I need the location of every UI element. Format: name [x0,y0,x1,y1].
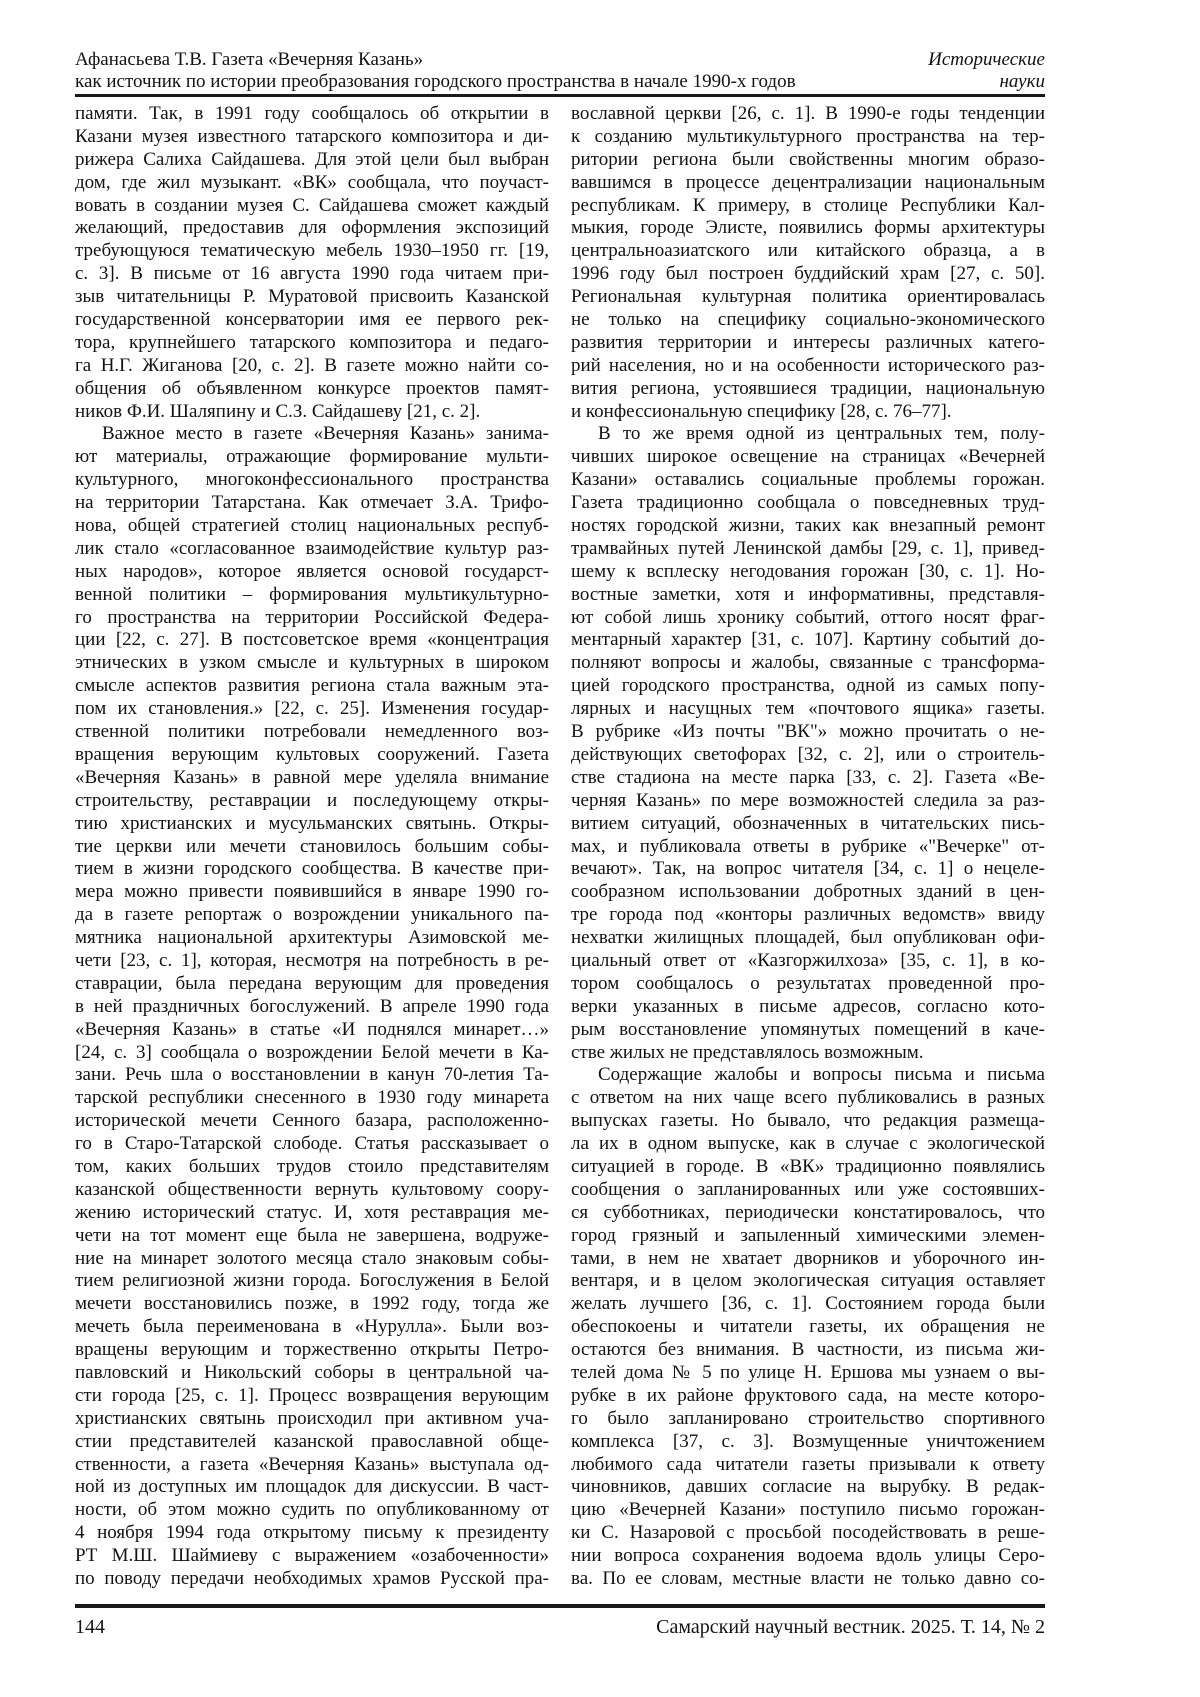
text-line: РТ М.Ш. Шаймиеву с выражением «озабоченности» [75,1545,549,1567]
text-line: республикам. К примеру, в столице Республики Кал- [571,194,1045,216]
text-line: исторической мечети Сенного базара, расположенно- [75,1110,549,1132]
text-line: ности, об этом можно судить по опубликованному от [75,1499,549,1521]
text-line: желать лучшего [36, с. 1]. Состоянием города были [571,1293,1045,1315]
text-line: мечети восстановились позже, в 1992 году, тогда же [75,1293,549,1315]
text-line: Важное место в газете «Вечерняя Казань» занима- [102,423,549,445]
text-line: венной политики – формирования мультикультурно- [75,583,549,605]
section-label-line2: науки [999,71,1045,92]
text-line: на территории Татарстана. Как отмечает З.А. Трифо- [75,492,549,514]
text-line: нехватки жилищных площадей, был опубликован офи- [571,927,1045,949]
running-title-line1: Афанасьева Т.В. Газета «Вечерняя Казань» [75,49,424,70]
text-line: выпусках газеты. Но бывало, что редакция размеща- [571,1110,1045,1132]
text-line: комплекса [37, с. 3]. Возмущенные уничтожением [571,1430,1045,1452]
text-line: вовать в создании музея С. Сайдашева сможет каждый [75,194,549,216]
text-line: «Вечерняя Казань» в равной мере уделяла внимание [75,766,549,788]
text-line: тора, крупнейшего татарского композитора и педаго- [75,331,549,353]
text-line: вращены верующим и торжественно открыты Петро- [75,1339,549,1361]
text-line: Региональная культурная политика ориентировалась [571,286,1045,308]
text-line: тором сообщалось о результатах проведенной про- [571,972,1045,994]
text-line: цию «Вечерней Казани» поступило письмо горожан- [571,1499,1045,1521]
text-line: с. 3]. В письме от 16 августа 1990 года читаем при- [75,263,549,285]
text-line: 1996 году был построен буддийский храм [27, с. 50]. [571,263,1045,285]
text-line: ственной политики потребовали немедленного воз- [75,721,549,743]
text-line: го в Старо-Татарской слободе. Статья рассказывает о [75,1133,549,1155]
text-line: остаются без внимания. В частности, из письма жи- [571,1339,1045,1361]
text-line: по поводу передачи необходимых храмов Русской пра- [75,1568,549,1589]
text-line: мыкия, городе Элисте, появились формы архитектуры [571,217,1045,239]
footer-divider [75,1604,1045,1608]
text-line: тарской республики снесенного в 1930 году минарета [75,1087,549,1109]
running-title-line2: как источник по истории преобразования городского пространства в начале 1990-х годов [75,71,796,92]
text-line: га Н.Г. Жиганова [20, с. 2]. В газете можно найти со- [75,354,549,376]
text-line: тию христианских и мусульманских святынь. Откры- [75,812,549,834]
text-line: памяти. Так, в 1991 году сообщалось об открытии в [75,103,549,124]
text-line: чивших широкое освещение на страницах «Вечерней [571,446,1045,468]
text-line: павловский и Никольский соборы в центральной ча- [75,1361,549,1383]
text-line: развития территории и интересы различных катего- [571,331,1045,353]
column-left [75,103,549,1591]
text-line: ситуацией в городе. В «ВК» традиционно появлялись [571,1155,1045,1177]
text-line: общения об объявленном конкурсе проектов памят- [75,377,549,399]
text-line: вечают». Так, на вопрос читателя [34, с. 1] о нецеле- [571,858,1045,880]
text-line: христианских святынь происходил при активном уча- [75,1407,549,1429]
text-line: мах, и публиковала ответы в рубрике «"Вечерке" от- [571,835,1045,857]
text-line: вославной церкви [26, с. 1]. В 1990-е годы тенденции [571,103,1045,124]
text-line: мечеть была переименована в «Нурулла». Были воз- [75,1316,549,1338]
paragraph [75,103,549,423]
paragraph [571,423,1045,1064]
text-line: 4 ноября 1994 года открытому письму к президенту [75,1522,549,1544]
text-line: и конфессиональную специфику [28, с. 76–77]. [571,400,952,422]
text-line: ют материалы, отражающие формирование мульти- [75,446,549,468]
section-label [928,49,1045,93]
text-line: ва. По ее словам, местные власти не только давно со- [571,1568,1045,1589]
text-line: верки указанных в письме адресов, согласно кото- [571,995,1045,1017]
article-body [75,103,1045,1591]
page-header [75,49,1045,93]
text-line: мера можно привести появившийся в январе 1990 го- [75,881,549,903]
text-line: тием в жизни городского сообщества. В качестве при- [75,858,549,880]
paragraph [571,1064,1045,1590]
text-line: в ней праздничных богослужений. В апреле 1990 года [75,995,549,1017]
text-line: действующих светофорах [32, с. 2], или о строитель- [571,743,1045,765]
text-line: нова, общей стратегией столиц национальных респуб- [75,515,549,537]
text-line: тием религиозной жизни города. Богослужения в Белой [75,1270,549,1292]
text-line: лик стало «согласованное взаимодействие культур раз- [75,537,549,559]
text-line: полняют вопросы и жалобы, связанные с трансформа- [571,652,1045,674]
text-line: витием ситуаций, обозначенных в читательских пись- [571,812,1045,834]
column-right [571,103,1045,1591]
text-line: этнических в узком смысле и культурных в широком [75,652,549,674]
header-divider [75,94,1045,97]
text-line: ностях городской жизни, таких как внезапный ремонт [571,515,1045,537]
text-line: цией городского пространства, одной из самых попу- [571,675,1045,697]
text-line: Казани» оставались социальные проблемы горожан. [571,469,1045,491]
text-line: стве стадиона на месте парка [33, с. 2]. Газета «Ве- [571,766,1045,788]
text-line: чети [23, с. 1], которая, несмотря на потребность в ре- [75,949,549,971]
text-line: строительству, реставрации и последующему откры- [75,789,549,811]
text-line: востные заметки, хотя и информативны, представля- [571,583,1045,605]
text-line: тре города под «конторы различных ведомств» ввиду [571,904,1045,926]
text-line: казанской общественности вернуть культовому соору- [75,1178,549,1200]
text-line: ла их в одном выпуске, как в случае с экологической [571,1133,1045,1155]
text-line: вращения верующим культовых сооружений. Газета [75,743,549,765]
text-line: вентаря, и в целом экологическая ситуация оставляет [571,1270,1045,1292]
text-line: рым восстановление упомянутых помещений в каче- [571,1018,1045,1040]
text-line: обеспокоены и читатели газеты, их обращения не [571,1316,1045,1338]
text-line: ных народов», которое является основой государст- [75,560,549,582]
text-line: Содержащие жалобы и вопросы письма и письма [598,1064,1045,1086]
text-line: чети на тот момент еще была не завершена, водруже- [75,1224,549,1246]
text-line: ной из доступных им площадок для дискуссии. В част- [75,1476,549,1498]
text-line: не только на специфику социально-экономического [571,309,1045,331]
text-line: Газета традиционно сообщала о повседневных труд- [571,492,1045,514]
text-line: культурного, многоконфессионального пространства [75,469,549,491]
text-line: ся субботниках, периодически констатировалось, что [571,1201,1045,1223]
paragraph [75,423,549,1590]
text-line: жению исторический статус. И, хотя реставрация ме- [75,1201,549,1223]
text-line: ции [22, с. 27]. В постсоветское время «концентрация [75,629,549,651]
text-line: центральноазиатского или китайского образца, а в [571,240,1045,262]
page-footer [75,1615,1045,1639]
text-line: трамвайных путей Ленинской дамбы [29, с. 1], привед- [571,537,1045,559]
paragraph [571,103,1045,423]
text-line: зани. Речь шла о восстановлении в канун 70-летия Та- [75,1064,549,1086]
text-line: с ответом на них чаще всего публиковались в разных [571,1087,1045,1109]
text-line: лярных и насущных тем «почтового ящика» газеты. [571,698,1045,720]
text-line: любимого сада читатели газеты призывали к ответу [571,1453,1045,1475]
text-line: го было запланировано строительство спортивного [571,1407,1045,1429]
text-line: шему к всплеску негодования горожан [30, с. 1]. Но- [571,560,1045,582]
text-line: чиновников, давших согласие на вырубку. В редак- [571,1476,1045,1498]
text-line: ментарный характер [31, с. 107]. Картину событий до- [571,629,1045,651]
text-line: ют собой лишь хронику событий, оттого носят фраг- [571,606,1045,628]
text-line: ки С. Назаровой с просьбой посодействовать в реше- [571,1522,1045,1544]
running-title [75,49,796,93]
text-line: государственной консерватории имя ее первого рек- [75,309,549,331]
text-line: пом их становления.» [22, с. 25]. Изменения государ- [75,698,549,720]
text-line: В то же время одной из центральных тем, полу- [598,423,1045,445]
text-line: мятника национальной архитектуры Азимовской ме- [75,927,549,949]
text-line: вития региона, устоявшиеся традиции, национальную [571,377,1045,399]
text-line: сообщения о запланированных или уже состоявших- [571,1178,1045,1200]
text-line: «Вечерняя Казань» в статье «И поднялся минарет…» [75,1018,549,1040]
text-line: ственности, а газета «Вечерняя Казань» выступала од- [75,1453,549,1475]
text-line: ние на минарет золотого месяца стало знаковым собы- [75,1247,549,1269]
text-line: сообразном использовании добротных зданий в цен- [571,881,1045,903]
text-line: сти города [25, с. 1]. Процесс возвращения верующим [75,1384,549,1406]
text-line: стве жилых не представлялось возможным. [571,1041,924,1063]
text-line: нии вопроса сохранения водоема вдоль улицы Серо- [571,1545,1045,1567]
text-line: тие церкви или мечети становилось большим собы- [75,835,549,857]
section-label-line1: Исторические [928,49,1045,70]
text-line: [24, с. 3] сообщала о возрождении Белой мечети в Ка- [75,1041,549,1063]
text-line: желающий, предоставив для оформления экспозиций [75,217,549,239]
text-line: черняя Казань» по мере возможностей следила за раз- [571,789,1045,811]
text-line: го пространства на территории Российской Федера- [75,606,549,628]
text-line: вавшимся в процессе децентрализации национальным [571,171,1045,193]
text-line: рубке в их районе фруктового сада, на месте которо- [571,1384,1045,1406]
text-line: рий населения, но и на особенности исторического раз- [571,354,1045,376]
text-line: том, каких больших трудов стоило представителям [75,1155,549,1177]
journal-reference: Самарский научный вестник. 2025. Т. 14, № 2 [656,1616,1045,1638]
text-line: тами, в нем не хватает дворников и уборочного ин- [571,1247,1045,1269]
text-line: стии представителей казанской православной обще- [75,1430,549,1452]
text-line: требующуюся тематическую мебель 1930–1950 гг. [19, [75,240,549,262]
text-line: ников Ф.И. Шаляпину и С.З. Сайдашеву [21, с. 2]. [75,400,481,422]
text-line: к созданию мультикультурного пространства на тер- [571,125,1045,147]
text-line: В рубрике «Из почты "ВК"» можно прочитать о не- [571,721,1045,743]
text-line: зыв читательницы Р. Муратовой присвоить Казанской [75,286,549,308]
text-line: город грязный и запыленный химическими элемен- [571,1224,1045,1246]
text-line: рижера Салиха Сайдашева. Для этой цели был выбран [75,148,549,170]
text-line: дом, где жил музыкант. «ВК» сообщала, что поучаст- [75,171,549,193]
text-line: ритории региона были свойственны многим образо- [571,148,1045,170]
text-line: циальный ответ от «Казгоржилхоза» [35, с. 1], в ко- [571,949,1045,971]
text-line: да в газете репортаж о возрождении уникального па- [75,904,549,926]
text-line: смысле аспектов развития региона стала важным эта- [75,675,549,697]
text-line: телей дома № 5 по улице Н. Ершова мы узнаем о вы- [571,1361,1045,1383]
text-line: Казани музея известного татарского композитора и ди- [75,125,549,147]
page-number: 144 [75,1616,105,1638]
text-line: ставрации, была передана верующим для проведения [75,972,549,994]
